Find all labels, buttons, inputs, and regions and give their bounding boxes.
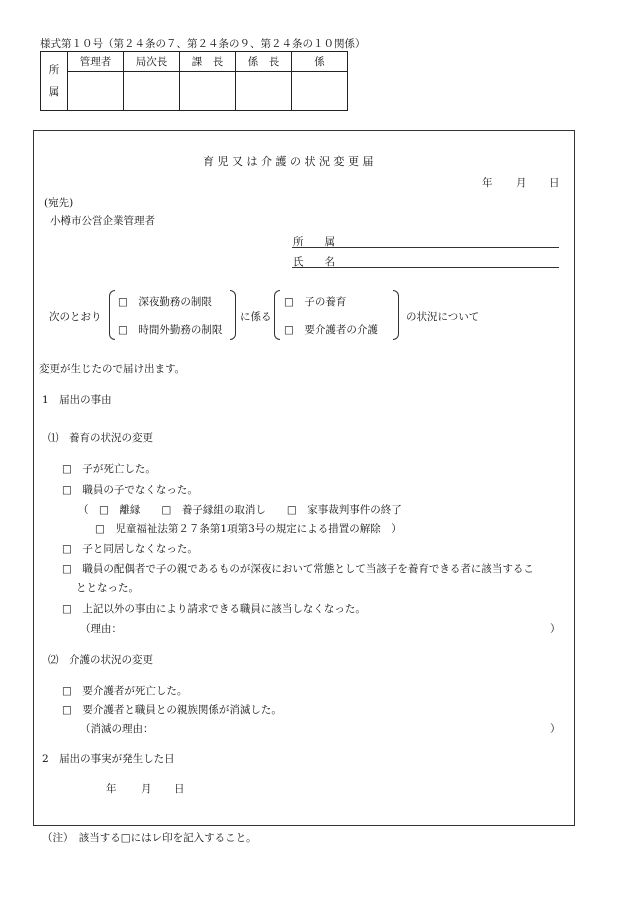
notice-line: 変更が生じたので届け出ます。 — [39, 363, 186, 375]
approval-header-subsection-chief: 係 長 — [236, 52, 292, 72]
option-overtime-limit[interactable]: □ 時間外勤務の制限 — [118, 324, 223, 336]
section1-sub2-heading: ⑵ 介護の状況の変更 — [48, 654, 153, 666]
addressee-label: (宛先) — [44, 197, 74, 209]
approval-stamp-cell[interactable] — [292, 71, 348, 110]
approval-stamp-cell[interactable] — [236, 71, 292, 110]
extinction-reason-input[interactable] — [170, 721, 545, 735]
reason-input[interactable] — [150, 621, 545, 635]
option-child-rearing[interactable]: □ 子の養育 — [284, 296, 347, 308]
date-year-label: 年 — [482, 177, 493, 189]
approval-stamp-cell[interactable] — [124, 71, 180, 110]
spouse-line-continued: ととなった。 — [76, 582, 139, 594]
reason-close-paren: ） — [550, 623, 561, 635]
name-label: 氏 名 — [293, 256, 335, 268]
section1-sub1-heading: ⑴ 養育の状況の変更 — [48, 432, 153, 444]
option-late-night-limit[interactable]: □ 深夜勤務の制限 — [118, 296, 212, 308]
addressee: 小樽市公営企業管理者 — [50, 215, 155, 227]
affiliation-label: 所 属 — [293, 236, 335, 248]
bracket-left — [274, 290, 280, 340]
approval-header-section-chief: 課 長 — [180, 52, 236, 72]
section2-heading: 2 届出の事実が発生した日 — [42, 753, 175, 765]
approval-side-label-bottom: 属 — [48, 86, 60, 98]
checkbox-care-recipient-died[interactable]: □ 要介護者が死亡した。 — [62, 685, 188, 697]
approval-header-deputy: 局次長 — [124, 52, 180, 72]
affiliation-field[interactable] — [292, 247, 559, 248]
approval-stamp-cell[interactable] — [180, 71, 236, 110]
occurrence-year-label: 年 — [106, 783, 117, 795]
bracket-left — [109, 290, 115, 340]
checkbox-not-living-together[interactable]: □ 子と同居しなくなった。 — [62, 543, 198, 555]
approval-table — [40, 51, 348, 111]
extinction-reason-close-paren: ） — [550, 723, 561, 735]
reason-options-line2[interactable]: □ 児童福祉法第２７条第1項第3号の規定による措置の解除 ） — [95, 523, 402, 535]
approval-side-label — [41, 52, 68, 111]
form-number: 様式第１０号（第２４条の７、第２４条の９、第２４条の１０関係） — [40, 38, 366, 50]
approval-header-staff: 係 — [292, 52, 348, 72]
checkbox-spouse-can-rear[interactable]: □ 職員の配偶者で子の親であるものが深夜において常態として当該子を養育できる者に該当するこ — [62, 563, 534, 575]
form-title: 育児又は介護の状況変更届 — [203, 155, 377, 168]
checkbox-relation-ended[interactable]: □ 要介護者と職員との親族関係が消滅した。 — [62, 704, 282, 716]
bracket-right — [230, 290, 236, 340]
date-day-label: 日 — [549, 177, 560, 189]
footnote: （注） 該当する□にはレ印を記入すること。 — [42, 832, 257, 844]
date-month-label: 月 — [516, 177, 527, 189]
occurrence-day-label: 日 — [174, 783, 185, 795]
occurrence-month-label: 月 — [141, 783, 152, 795]
statement-suffix: の状況について — [406, 311, 480, 323]
checkbox-child-died[interactable]: □ 子が死亡した。 — [62, 463, 156, 475]
checkbox-other-reason[interactable]: □ 上記以外の事由により請求できる職員に該当しなくなった。 — [62, 603, 366, 615]
bracket-right — [393, 290, 399, 340]
checkbox-not-child[interactable]: □ 職員の子でなくなった。 — [62, 484, 198, 496]
reason-label: （理由： — [80, 623, 122, 635]
approval-side-label-top: 所 — [48, 64, 60, 76]
name-field[interactable] — [292, 267, 559, 268]
statement-prefix: 次のとおり — [49, 311, 102, 323]
section1-heading: 1 届出の事由 — [42, 394, 112, 406]
approval-stamp-cell[interactable] — [68, 71, 124, 110]
extinction-reason-label: （消滅の理由： — [80, 723, 154, 735]
reason-options-line1[interactable]: （ □ 離縁 □ 養子縁組の取消し □ 家事裁判事件の終了 — [78, 504, 402, 516]
approval-header-manager: 管理者 — [68, 52, 124, 72]
statement-connector: に係る — [240, 311, 272, 323]
option-nursing-care[interactable]: □ 要介護者の介護 — [284, 324, 378, 336]
